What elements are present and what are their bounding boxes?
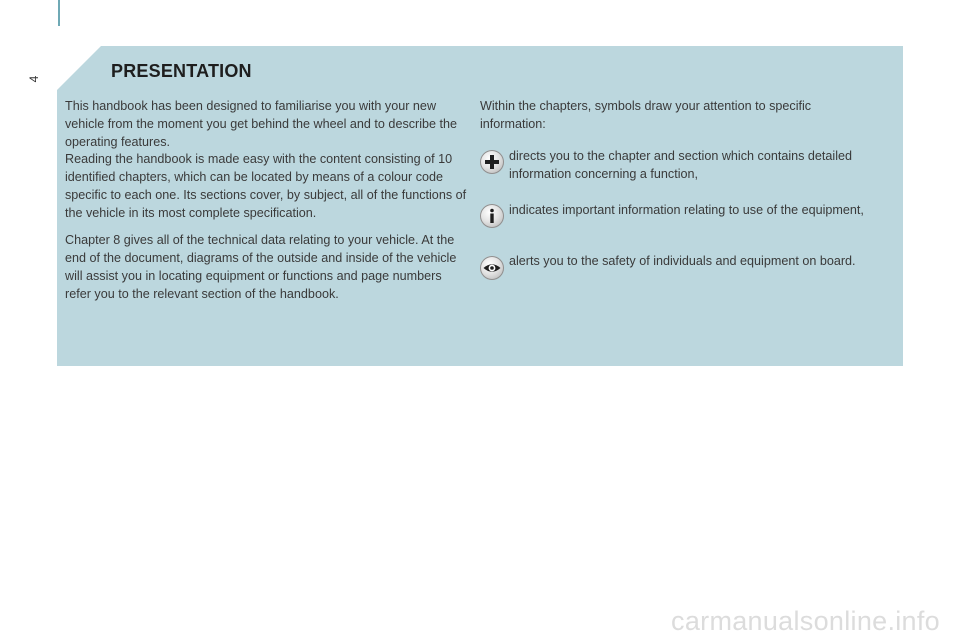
chapter-edge-marker [58, 0, 60, 26]
technical-data-paragraph: Chapter 8 gives all of the technical data relating to your vehicle. At the end of the document, diagrams of the outside and inside of the vehicle will assist you in locating equipment or functions and page numbers refer you to the relevant section of the handbook. [65, 233, 457, 301]
symbol-description-plus: directs you to the chapter and section which contains detailed information concerning a function, [509, 149, 853, 181]
site-watermark: carmanualsonline.info [671, 606, 940, 636]
page-number: 4 [27, 75, 41, 83]
symbol-description-eye: alerts you to the safety of individuals and equipment on board. [509, 254, 856, 268]
chapters-paragraph: Reading the handbook is made easy with the content consisting of 10 identified chapters, which can be located by means of a colour code specific to each one. Its sections cover, by subject, all of the functions of the vehicle in its most complete specification. [65, 152, 467, 220]
section-title: PRESENTATION [111, 61, 252, 81]
info-icon [480, 204, 504, 228]
eye-icon [480, 256, 504, 280]
symbols-intro: Within the chapters, symbols draw your attention to specific information: [480, 99, 812, 131]
symbol-description-info: indicates important information relating to use of the equipment, [509, 203, 864, 217]
intro-paragraph: This handbook has been designed to familiarise you with your new vehicle from the moment you get behind the wheel and to describe the operating features. [65, 99, 458, 149]
plus-icon [480, 150, 504, 174]
